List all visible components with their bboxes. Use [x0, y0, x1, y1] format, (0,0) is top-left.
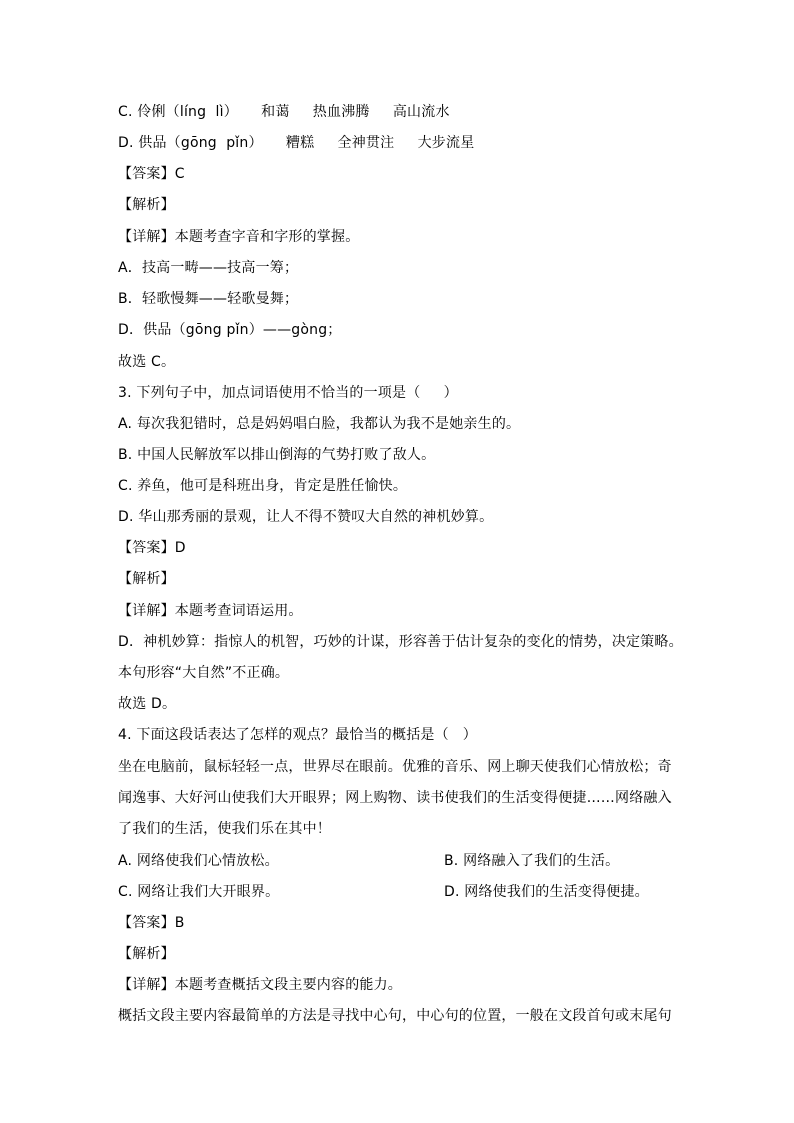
- q4-option-a: A. 网络使我们心情放松。: [118, 853, 279, 869]
- q3-option-c: C. 养鱼，他可是科班出身，肯定是胜任愉快。: [118, 478, 408, 494]
- q2-answer: 【答案】C: [118, 166, 185, 182]
- q2-detail-d: D．供品（gōng pǐn）——gòng；: [118, 322, 342, 338]
- q4-passage-line-3: 了我们的生活，使我们乐在其中！: [118, 821, 331, 837]
- q2-analysis-label: 【解析】: [118, 197, 175, 213]
- q4-option-c: C. 网络让我们大开眼界。: [118, 884, 280, 900]
- q4-passage-line-1: 坐在电脑前，鼠标轻轻一点，世界尽在眼前。优雅的音乐、网上聊天使我们心情放松；奇: [118, 759, 672, 775]
- q4-passage-line-2: 闻逸事、大好河山使我们大开眼界；网上购物、读书使我们的生活变得便捷……网络融入: [118, 790, 672, 806]
- q4-option-d: D. 网络使我们的生活变得便捷。: [444, 884, 649, 900]
- q2-detail-b: B．轻歌慢舞——轻歌曼舞；: [118, 291, 299, 307]
- q4-detail: 【详解】本题考查概括文段主要内容的能力。: [118, 977, 402, 993]
- q3-detail-d: D．神机妙算：指惊人的机智，巧妙的计谋，形容善于估计复杂的变化的情势，决定策略。: [118, 634, 683, 650]
- q2-option-c: C. 伶俐（líng lì） 和蔼 热血沸腾 高山流水: [118, 104, 450, 120]
- q4-detail-body: 概括文段主要内容最简单的方法是寻找中心句，中心句的位置，一般在文段首句或末尾句: [118, 1008, 672, 1024]
- q2-detail: 【详解】本题考查字音和字形的掌握。: [118, 229, 360, 245]
- q3-conclusion: 故选 D。: [118, 696, 177, 712]
- q3-option-a: A. 每次我犯错时，总是妈妈唱白脸，我都认为我不是她亲生的。: [118, 416, 521, 432]
- q4-answer: 【答案】B: [118, 915, 185, 931]
- q2-conclusion: 故选 C。: [118, 354, 176, 370]
- q4-analysis-label: 【解析】: [118, 946, 175, 962]
- q3-detail-note: 本句形容“大自然”不正确。: [118, 665, 290, 681]
- q3-option-d: D. 华山那秀丽的景观，让人不得不赞叹大自然的神机妙算。: [118, 509, 494, 525]
- q3-option-b: B. 中国人民解放军以排山倒海的气势打败了敌人。: [118, 447, 436, 463]
- q3-detail: 【详解】本题考查词语运用。: [118, 603, 303, 619]
- q2-option-d: D. 供品（gōng pǐn） 糟糕 全神贯注 大步流星: [118, 135, 475, 151]
- q4-option-b: B. 网络融入了我们的生活。: [444, 853, 620, 869]
- q2-detail-a: A．技高一畴——技高一筹；: [118, 260, 299, 276]
- q3-stem: 3. 下列句子中，加点词语使用不恰当的一项是（ ）: [118, 385, 458, 401]
- q4-stem: 4. 下面这段话表达了怎样的观点？最恰当的概括是（ ）: [118, 727, 477, 743]
- q3-answer: 【答案】D: [118, 540, 186, 556]
- q3-analysis-label: 【解析】: [118, 571, 175, 587]
